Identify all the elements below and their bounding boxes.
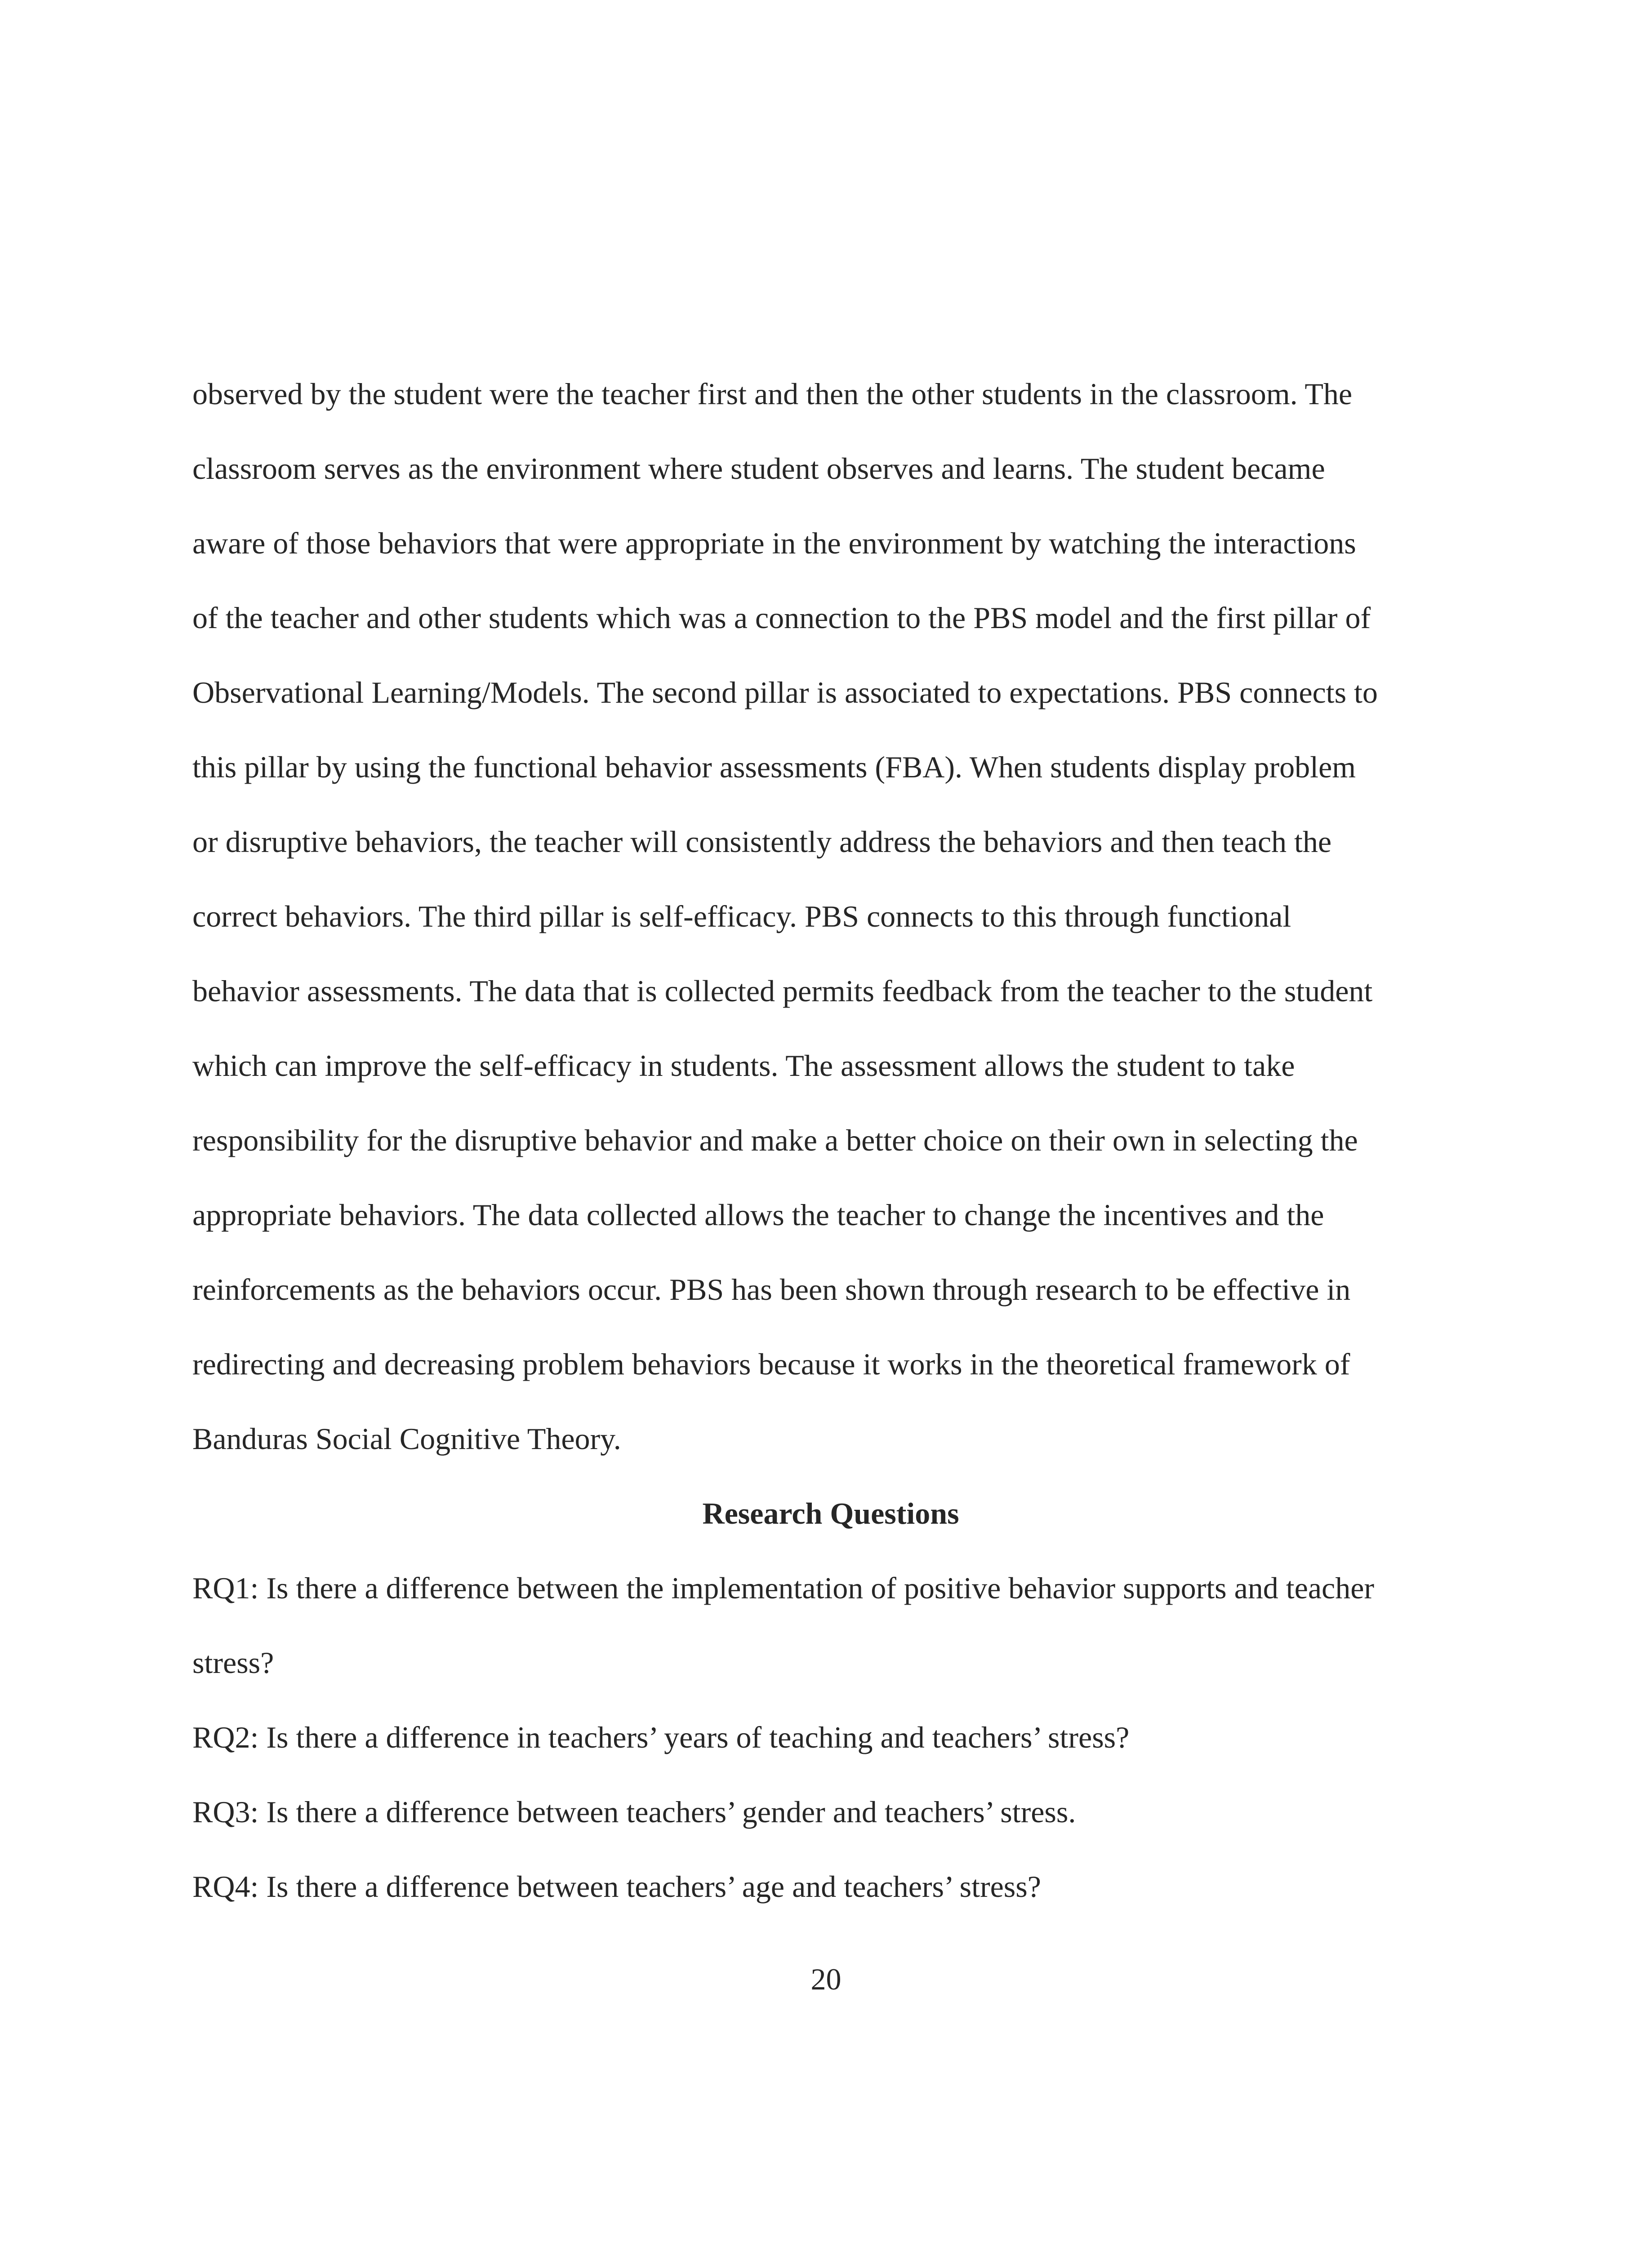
- body-line: Banduras Social Cognitive Theory.: [192, 1422, 621, 1456]
- body-line: or disruptive behaviors, the teacher will consistently address the behaviors and then teach the: [192, 825, 1332, 859]
- body-line: observed by the student were the teacher first and then the other students in the classroom. The: [192, 377, 1353, 411]
- body-line: this pillar by using the functional behavior assessments (FBA). When students display problem: [192, 750, 1356, 784]
- body-line: aware of those behaviors that were appropriate in the environment by watching the interactions: [192, 526, 1356, 560]
- body-line: which can improve the self-efficacy in students. The assessment allows the student to take: [192, 1048, 1295, 1083]
- body-line: redirecting and decreasing problem behaviors because it works in the theoretical framework of: [192, 1347, 1350, 1381]
- body-line: correct behaviors. The third pillar is self-efficacy. PBS connects to this through functional: [192, 899, 1291, 933]
- body-line: classroom serves as the environment where student observes and learns. The student became: [192, 451, 1325, 486]
- research-question-line: RQ3: Is there a difference between teachers’ gender and teachers’ stress.: [192, 1795, 1076, 1829]
- research-question-line: RQ4: Is there a difference between teachers’ age and teachers’ stress?: [192, 1869, 1041, 1904]
- section-heading: Research Questions: [702, 1496, 959, 1530]
- body-line: of the teacher and other students which was a connection to the PBS model and the first pillar of: [192, 601, 1371, 635]
- research-question-line: RQ1: Is there a difference between the implementation of positive behavior supports and teacher: [192, 1571, 1375, 1605]
- body-line: Observational Learning/Models. The second pillar is associated to expectations. PBS connects to: [192, 675, 1378, 709]
- page-text-block: [192, 357, 1469, 1924]
- page-number: 20: [810, 1962, 842, 1996]
- body-line: responsibility for the disruptive behavior and make a better choice on their own in selecting the: [192, 1123, 1358, 1157]
- body-line: appropriate behaviors. The data collected allows the teacher to change the incentives and the: [192, 1198, 1324, 1232]
- body-line: behavior assessments. The data that is collected permits feedback from the teacher to the student: [192, 974, 1373, 1008]
- research-question-line: stress?: [192, 1646, 274, 1680]
- research-question-line: RQ2: Is there a difference in teachers’ years of teaching and teachers’ stress?: [192, 1720, 1130, 1754]
- body-line: reinforcements as the behaviors occur. PBS has been shown through research to be effective in: [192, 1272, 1351, 1307]
